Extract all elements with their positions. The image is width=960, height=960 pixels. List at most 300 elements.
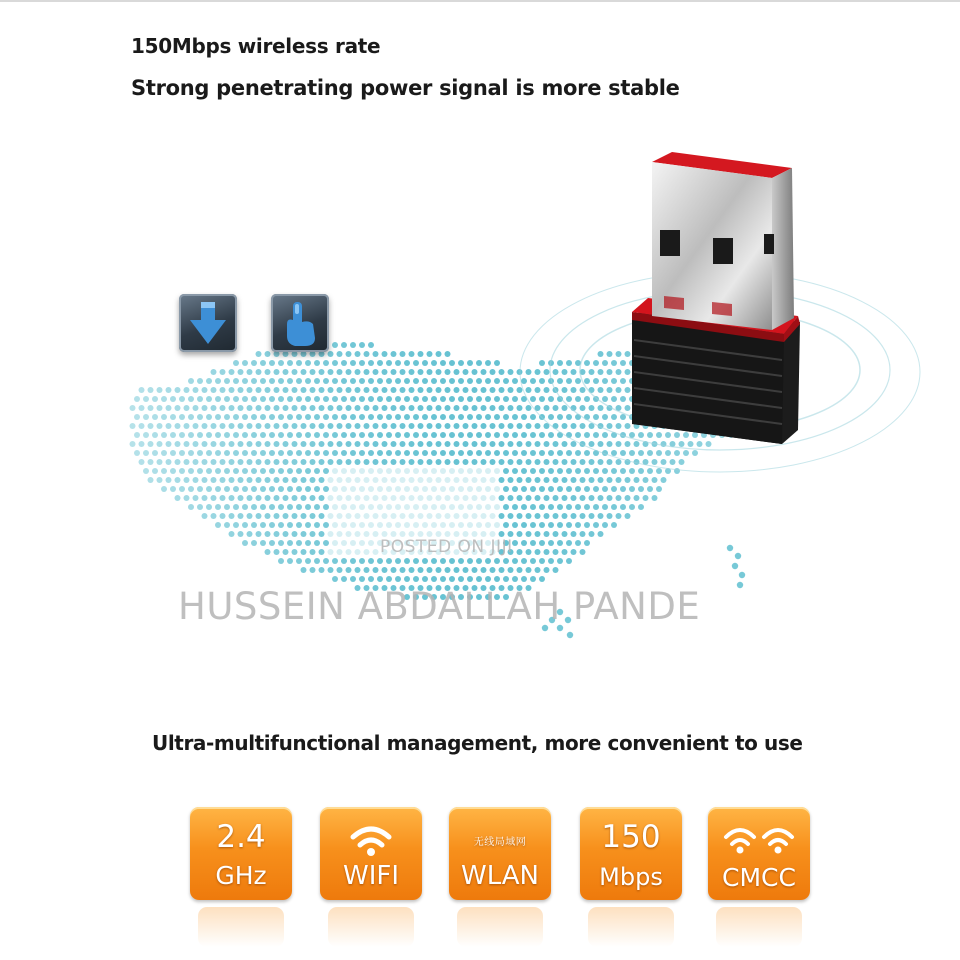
map-dot	[521, 558, 527, 564]
map-dot	[247, 369, 253, 375]
map-dot	[494, 576, 500, 582]
map-dot	[278, 414, 284, 420]
map-dot	[395, 414, 401, 420]
map-dot	[161, 414, 167, 420]
map-dot	[220, 387, 226, 393]
map-dot	[611, 486, 617, 492]
map-dot	[260, 468, 266, 474]
map-dot	[625, 423, 631, 429]
map-dot	[458, 504, 464, 510]
map-dot	[422, 522, 428, 528]
map-dot	[490, 405, 496, 411]
map-dot	[517, 495, 523, 501]
map-dot	[431, 432, 437, 438]
map-dot	[274, 531, 280, 537]
map-dot	[292, 405, 298, 411]
map-dot	[310, 387, 316, 393]
map-dot	[584, 540, 590, 546]
map-dot	[526, 531, 532, 537]
map-dot	[409, 423, 415, 429]
map-dot	[251, 486, 257, 492]
map-dot	[368, 522, 374, 528]
map-dot	[296, 450, 302, 456]
map-dot	[161, 450, 167, 456]
map-dot	[206, 468, 212, 474]
map-dot	[188, 432, 194, 438]
map-dot	[463, 477, 469, 483]
map-dot	[283, 531, 289, 537]
map-dot	[413, 576, 419, 582]
map-dot	[224, 468, 230, 474]
map-dot	[418, 459, 424, 465]
map-dot	[526, 387, 532, 393]
map-dot	[580, 549, 586, 555]
map-dot	[598, 513, 604, 519]
map-dot	[454, 405, 460, 411]
map-dot	[310, 423, 316, 429]
map-dot	[283, 459, 289, 465]
map-dot	[323, 540, 329, 546]
map-dot	[512, 450, 518, 456]
map-dot	[364, 531, 370, 537]
map-dot	[157, 459, 163, 465]
map-dot	[625, 495, 631, 501]
map-dot	[454, 495, 460, 501]
map-dot	[620, 396, 626, 402]
map-dot	[265, 441, 271, 447]
map-dot	[364, 369, 370, 375]
map-dot	[269, 450, 275, 456]
map-dot	[544, 477, 550, 483]
map-dot	[539, 468, 545, 474]
map-dot	[359, 540, 365, 546]
map-dot	[400, 567, 406, 573]
map-dot	[256, 495, 262, 501]
map-dot	[197, 414, 203, 420]
map-dot	[400, 405, 406, 411]
map-dot	[616, 459, 622, 465]
map-dot	[202, 477, 208, 483]
map-dot	[278, 450, 284, 456]
map-dot	[328, 423, 334, 429]
map-dot	[458, 360, 464, 366]
map-dot	[485, 450, 491, 456]
map-dot	[314, 558, 320, 564]
map-dot	[359, 342, 365, 348]
map-dot	[562, 531, 568, 537]
map-dot	[224, 522, 230, 528]
badge-wifi-label: WIFI	[343, 861, 399, 891]
map-dot	[629, 468, 635, 474]
map-dot	[431, 378, 437, 384]
map-dot	[373, 441, 379, 447]
map-dot	[499, 567, 505, 573]
map-dot	[404, 504, 410, 510]
map-dot	[274, 495, 280, 501]
map-dot	[490, 513, 496, 519]
map-dot	[368, 468, 374, 474]
map-dot	[229, 387, 235, 393]
map-dot	[521, 522, 527, 528]
map-dot	[355, 405, 361, 411]
map-dot	[301, 531, 307, 537]
map-dot	[341, 486, 347, 492]
map-dot	[427, 495, 433, 501]
map-dot	[454, 477, 460, 483]
map-dot	[206, 486, 212, 492]
map-dot	[310, 405, 316, 411]
map-dot	[616, 387, 622, 393]
map-dot	[220, 513, 226, 519]
map-dot	[467, 522, 473, 528]
map-dot	[283, 549, 289, 555]
download-icon	[179, 294, 237, 352]
map-dot	[688, 441, 694, 447]
map-dot	[602, 468, 608, 474]
map-dot	[287, 486, 293, 492]
map-dot	[386, 414, 392, 420]
map-dot	[481, 423, 487, 429]
map-dot	[418, 405, 424, 411]
map-dot	[359, 414, 365, 420]
map-dot	[602, 396, 608, 402]
map-dot	[656, 486, 662, 492]
map-dot	[611, 360, 617, 366]
map-dot	[197, 378, 203, 384]
map-dot	[418, 567, 424, 573]
map-dot	[449, 486, 455, 492]
map-dot	[499, 441, 505, 447]
map-dot	[449, 378, 455, 384]
map-dot	[323, 504, 329, 510]
badge-cmcc	[708, 807, 810, 900]
map-dot	[530, 414, 536, 420]
map-dot	[287, 522, 293, 528]
map-dot	[220, 405, 226, 411]
map-dot	[238, 441, 244, 447]
map-dot	[607, 441, 613, 447]
map-dot	[332, 558, 338, 564]
map-dot	[485, 432, 491, 438]
map-dot	[211, 387, 217, 393]
map-dot	[314, 414, 320, 420]
map-dot	[170, 486, 176, 492]
map-dot	[211, 495, 217, 501]
map-dot	[337, 387, 343, 393]
map-dot	[557, 378, 563, 384]
map-dot	[166, 405, 172, 411]
map-dot	[161, 396, 167, 402]
map-dot	[508, 441, 514, 447]
map-dot	[553, 513, 559, 519]
map-dot	[319, 405, 325, 411]
map-dot	[517, 549, 523, 555]
map-dot	[332, 522, 338, 528]
map-dot	[391, 459, 397, 465]
map-dot	[391, 567, 397, 573]
map-dot	[323, 486, 329, 492]
map-dot	[602, 504, 608, 510]
map-dot	[548, 504, 554, 510]
map-dot	[386, 450, 392, 456]
map-dot	[202, 441, 208, 447]
map-dot	[373, 513, 379, 519]
map-dot	[575, 432, 581, 438]
map-dot	[535, 567, 541, 573]
map-dot	[341, 522, 347, 528]
map-dot	[269, 522, 275, 528]
map-dot	[427, 567, 433, 573]
map-dot	[193, 441, 199, 447]
map-dot	[485, 486, 491, 492]
map-dot	[242, 540, 248, 546]
map-dot	[476, 522, 482, 528]
map-dot	[454, 441, 460, 447]
map-dot	[395, 378, 401, 384]
map-dot	[323, 378, 329, 384]
map-dot	[602, 522, 608, 528]
map-dot	[328, 369, 334, 375]
map-dot	[337, 423, 343, 429]
map-dot	[346, 531, 352, 537]
map-dot	[152, 414, 158, 420]
map-dot	[373, 495, 379, 501]
map-dot	[346, 477, 352, 483]
map-dot	[148, 441, 154, 447]
map-dot	[238, 495, 244, 501]
map-dot	[575, 468, 581, 474]
map-dot	[184, 441, 190, 447]
map-dot	[287, 414, 293, 420]
map-dot	[404, 414, 410, 420]
map-dot	[539, 576, 545, 582]
map-dot	[319, 567, 325, 573]
map-dot	[463, 513, 469, 519]
map-dot	[332, 540, 338, 546]
map-dot	[544, 495, 550, 501]
map-dot	[575, 396, 581, 402]
map-dot	[607, 513, 613, 519]
map-dot	[269, 540, 275, 546]
map-dot	[310, 459, 316, 465]
map-dot	[377, 558, 383, 564]
map-dot	[373, 531, 379, 537]
map-dot	[494, 450, 500, 456]
map-dot	[305, 522, 311, 528]
map-dot	[499, 459, 505, 465]
map-dot	[157, 423, 163, 429]
map-dot	[422, 396, 428, 402]
map-dot	[517, 567, 523, 573]
map-dot	[458, 414, 464, 420]
map-dot	[458, 522, 464, 528]
map-dot	[400, 351, 406, 357]
map-dot	[242, 504, 248, 510]
map-dot	[278, 504, 284, 510]
map-dot	[463, 495, 469, 501]
map-dot	[625, 351, 631, 357]
map-dot	[634, 441, 640, 447]
map-dot	[494, 558, 500, 564]
map-dot	[202, 387, 208, 393]
map-dot	[197, 450, 203, 456]
map-dot	[557, 504, 563, 510]
map-dot	[413, 450, 419, 456]
map-dot	[278, 396, 284, 402]
map-dot	[409, 405, 415, 411]
map-dot	[539, 540, 545, 546]
map-dot	[449, 432, 455, 438]
map-dot	[440, 396, 446, 402]
map-dot	[260, 396, 266, 402]
map-dot	[598, 495, 604, 501]
map-dot	[580, 531, 586, 537]
map-dot	[305, 504, 311, 510]
map-dot	[332, 432, 338, 438]
map-dot	[274, 405, 280, 411]
map-dot	[440, 576, 446, 582]
map-dot	[359, 558, 365, 564]
map-dot	[436, 369, 442, 375]
map-dot	[310, 495, 316, 501]
map-dot	[575, 540, 581, 546]
map-dot	[265, 387, 271, 393]
map-dot	[337, 351, 343, 357]
map-dot	[395, 486, 401, 492]
map-dot	[481, 459, 487, 465]
map-dot	[539, 486, 545, 492]
map-dot	[544, 531, 550, 537]
map-dot	[571, 387, 577, 393]
map-dot	[395, 432, 401, 438]
map-dot	[494, 414, 500, 420]
map-dot	[382, 459, 388, 465]
map-dot	[143, 468, 149, 474]
map-dot	[283, 405, 289, 411]
map-dot	[611, 450, 617, 456]
map-dot	[499, 369, 505, 375]
map-dot	[616, 351, 622, 357]
map-dot	[310, 531, 316, 537]
map-dot	[566, 558, 572, 564]
map-dot	[278, 378, 284, 384]
map-dot	[184, 459, 190, 465]
map-dot	[481, 567, 487, 573]
map-dot	[467, 432, 473, 438]
map-dot	[314, 396, 320, 402]
map-dot	[449, 414, 455, 420]
map-dot	[427, 477, 433, 483]
map-dot	[571, 549, 577, 555]
map-dot	[220, 369, 226, 375]
map-dot	[539, 378, 545, 384]
map-dot	[535, 495, 541, 501]
map-dot	[305, 468, 311, 474]
map-dot	[373, 459, 379, 465]
map-dot	[665, 450, 671, 456]
map-dot	[220, 477, 226, 483]
map-dot	[557, 450, 563, 456]
map-dot	[562, 459, 568, 465]
map-dot	[544, 405, 550, 411]
map-dot	[238, 423, 244, 429]
map-dot	[364, 405, 370, 411]
map-dot	[233, 432, 239, 438]
map-dot	[269, 360, 275, 366]
map-dot	[233, 414, 239, 420]
map-dot	[269, 468, 275, 474]
map-dot	[148, 423, 154, 429]
map-dot	[400, 387, 406, 393]
map-dot	[337, 513, 343, 519]
map-dot	[224, 378, 230, 384]
map-dot	[571, 369, 577, 375]
map-dot	[364, 387, 370, 393]
map-dot	[539, 558, 545, 564]
map-dot	[251, 360, 257, 366]
map-dot	[512, 540, 518, 546]
map-dot	[166, 477, 172, 483]
map-dot	[202, 405, 208, 411]
headline-wireless-rate: 150Mbps wireless rate	[131, 34, 381, 58]
map-dot	[337, 531, 343, 537]
map-dot	[382, 369, 388, 375]
map-dot	[296, 540, 302, 546]
map-dot	[739, 572, 745, 578]
map-dot	[508, 513, 514, 519]
map-dot	[512, 504, 518, 510]
map-dot	[422, 504, 428, 510]
map-dot	[274, 459, 280, 465]
map-dot	[472, 405, 478, 411]
map-dot	[139, 405, 145, 411]
map-dot	[328, 549, 334, 555]
map-dot	[602, 432, 608, 438]
map-dot	[735, 553, 741, 559]
map-dot	[463, 441, 469, 447]
map-dot	[247, 531, 253, 537]
map-dot	[301, 567, 307, 573]
map-dot	[170, 468, 176, 474]
map-dot	[368, 450, 374, 456]
map-dot	[557, 540, 563, 546]
map-dot	[476, 486, 482, 492]
map-dot	[616, 441, 622, 447]
map-dot	[359, 468, 365, 474]
map-dot	[260, 360, 266, 366]
map-dot	[301, 459, 307, 465]
map-dot	[328, 513, 334, 519]
map-dot	[629, 432, 635, 438]
map-dot	[296, 378, 302, 384]
map-dot	[553, 441, 559, 447]
map-dot	[377, 576, 383, 582]
map-dot	[580, 423, 586, 429]
map-dot	[364, 477, 370, 483]
map-dot	[238, 477, 244, 483]
badge-150-mbps	[580, 807, 682, 900]
map-dot	[683, 432, 689, 438]
map-dot	[301, 513, 307, 519]
map-dot	[292, 549, 298, 555]
map-dot	[170, 396, 176, 402]
map-dot	[355, 351, 361, 357]
map-dot	[278, 468, 284, 474]
map-dot	[377, 360, 383, 366]
map-dot	[391, 423, 397, 429]
map-dot	[553, 495, 559, 501]
map-dot	[584, 486, 590, 492]
